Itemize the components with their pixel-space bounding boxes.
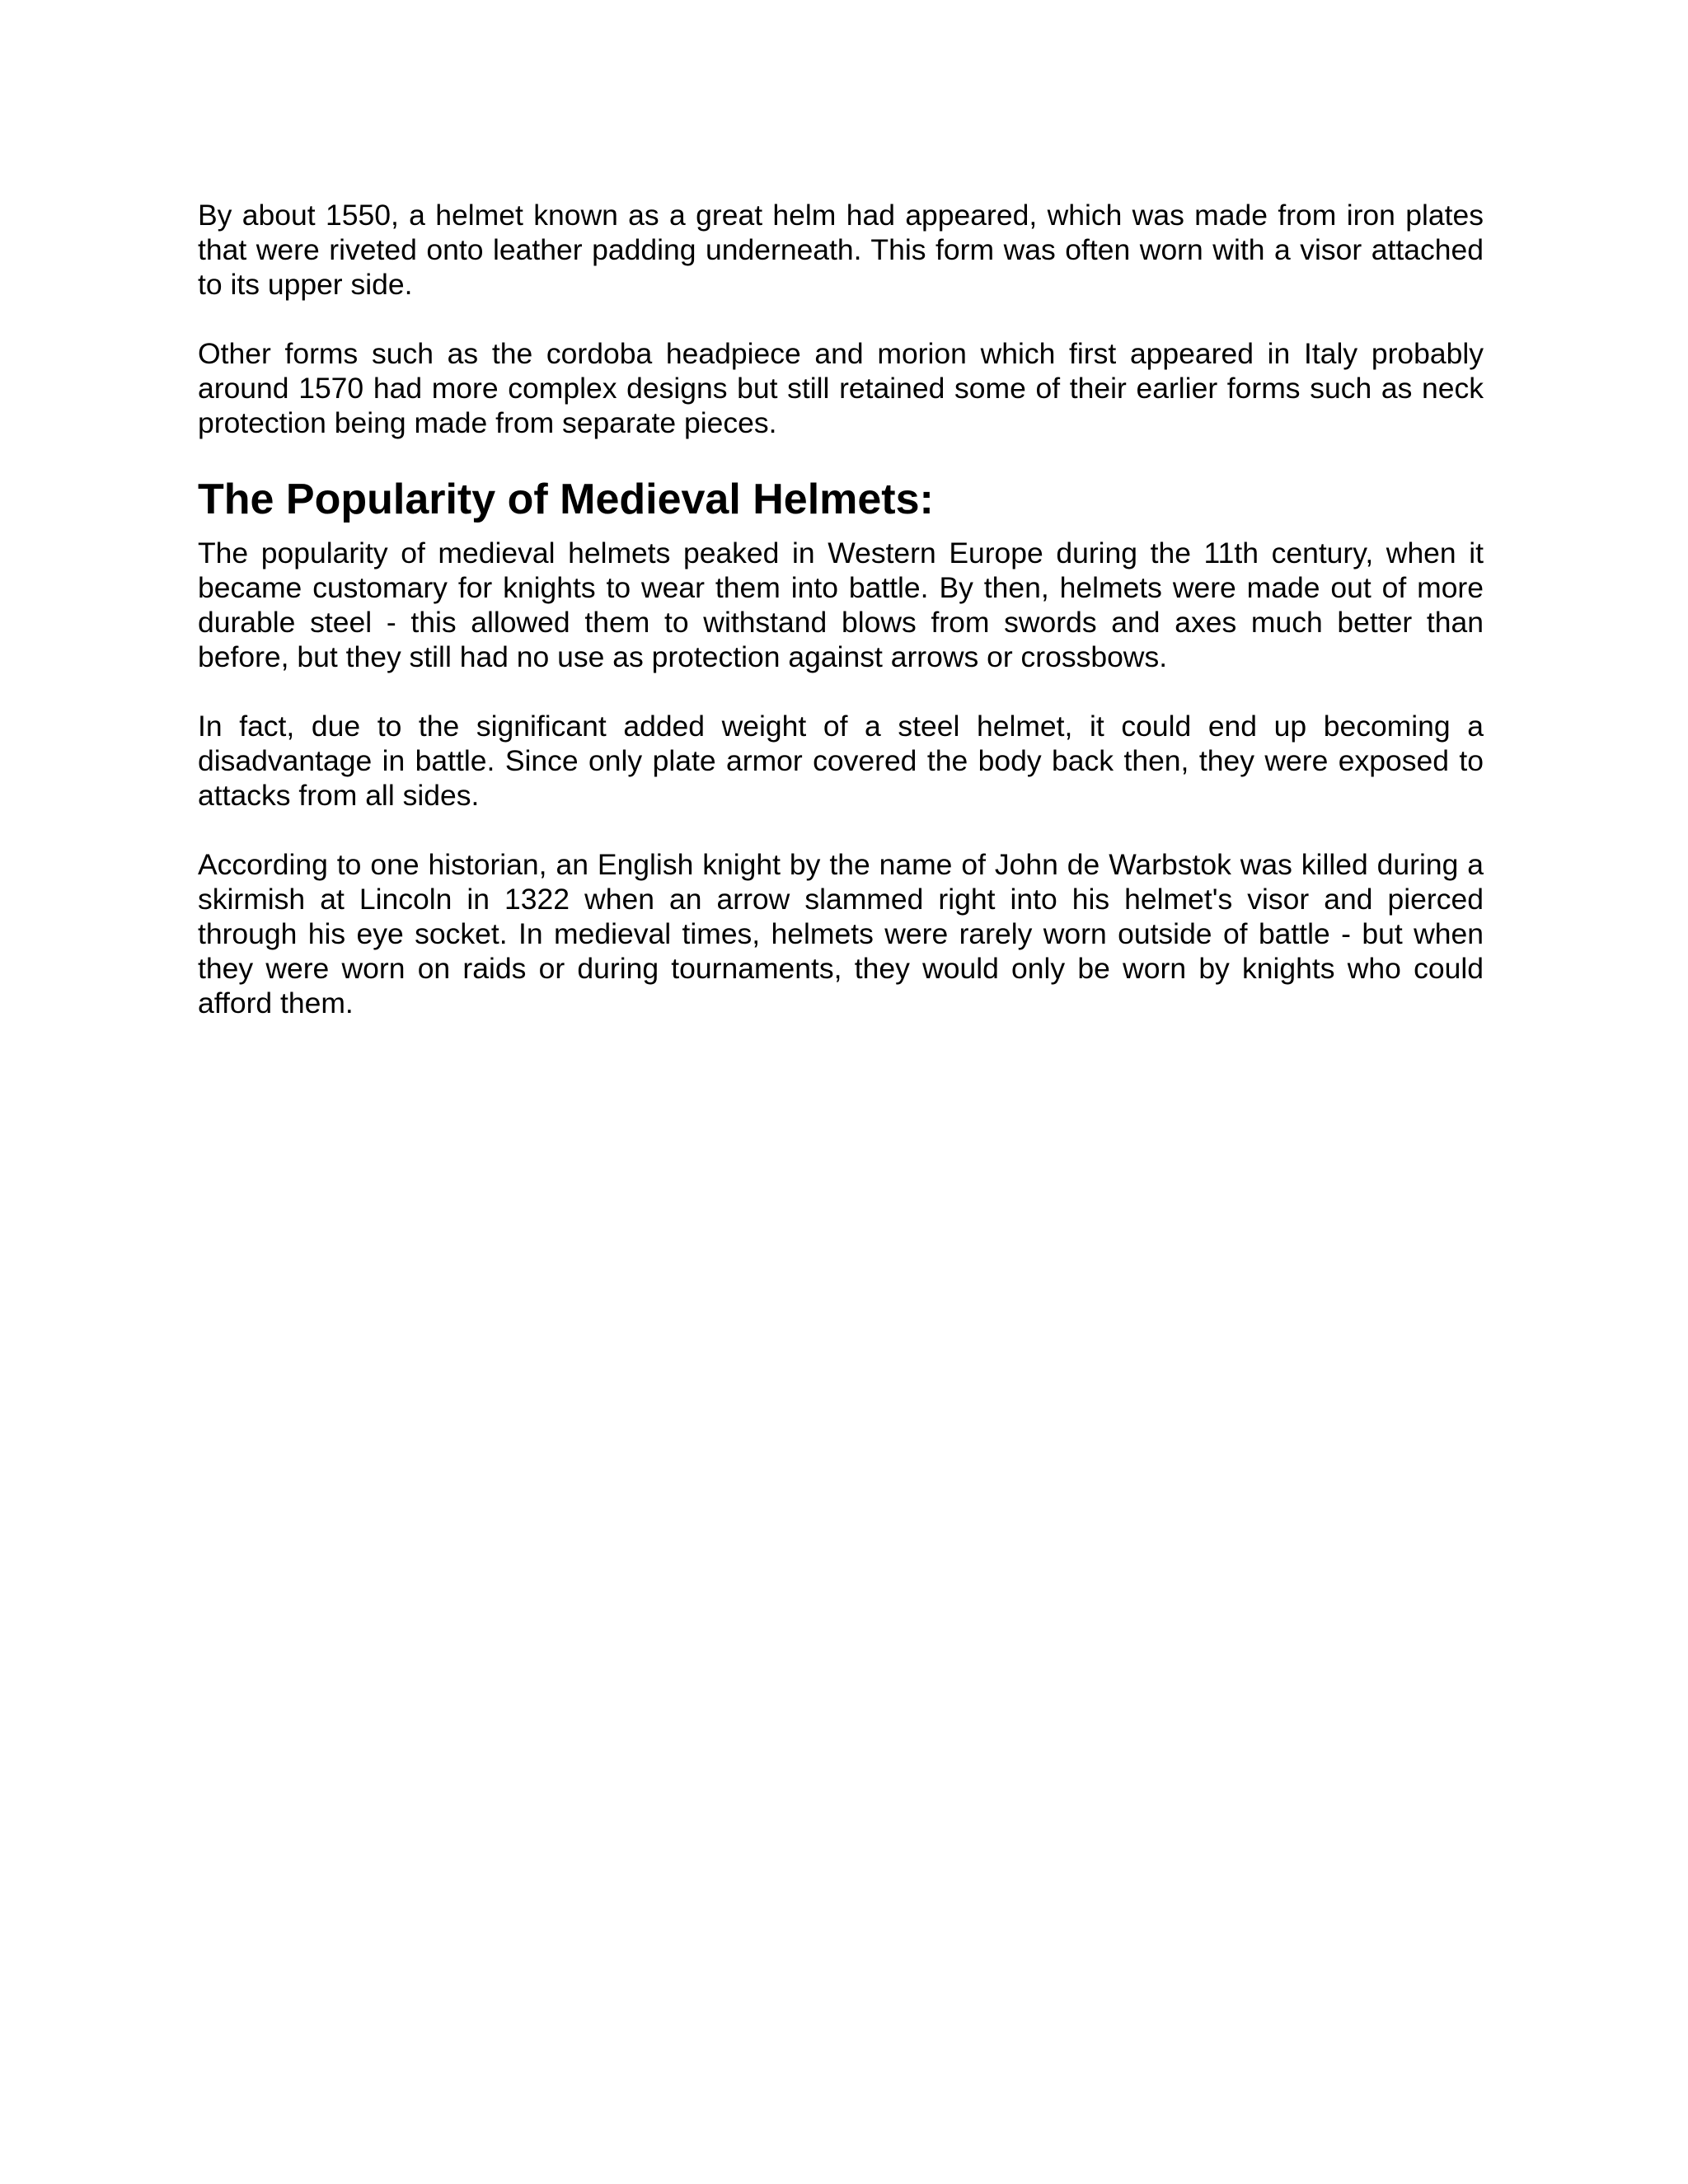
paragraph-historian-account: According to one historian, an English knight by the name of John de Warbstok was killed during a skirmish at Lincoln in 1322 when an arrow slammed right into his helmet's visor and pierced through his eye socket. In medieval times, helmets were rarely worn outside of battle - but when they were worn on raids or during tournaments, they would only be worn by knights who could afford them. xyxy=(198,848,1484,1019)
paragraph-great-helm: By about 1550, a helmet known as a great helm had appeared, which was made from iron plates that were riveted onto leather padding underneath. This form was often worn with a visor attached to its upper side. xyxy=(198,199,1484,301)
paragraph-weight-disadvantage: In fact, due to the significant added weight of a steel helmet, it could end up becoming a disadvantage in battle. Since only plate armor covered the body back then, they were exposed to attacks from all sides. xyxy=(198,710,1484,812)
document-body xyxy=(198,198,1484,1055)
paragraph-cordoba-morion: Other forms such as the cordoba headpiece and morion which first appeared in Italy probably around 1570 had more complex designs but still retained some of their earlier forms such as neck protection being made from separate pieces. xyxy=(198,337,1484,439)
paragraph-popularity: The popularity of medieval helmets peaked in Western Europe during the 11th century, when it became customary for knights to wear them into battle. By then, helmets were made out of more durable steel - this allowed them to withstand blows from swords and axes much better than before, but they still had no use as protection against arrows or crossbows. xyxy=(198,537,1484,673)
section-heading: The Popularity of Medieval Helmets: xyxy=(198,476,934,523)
